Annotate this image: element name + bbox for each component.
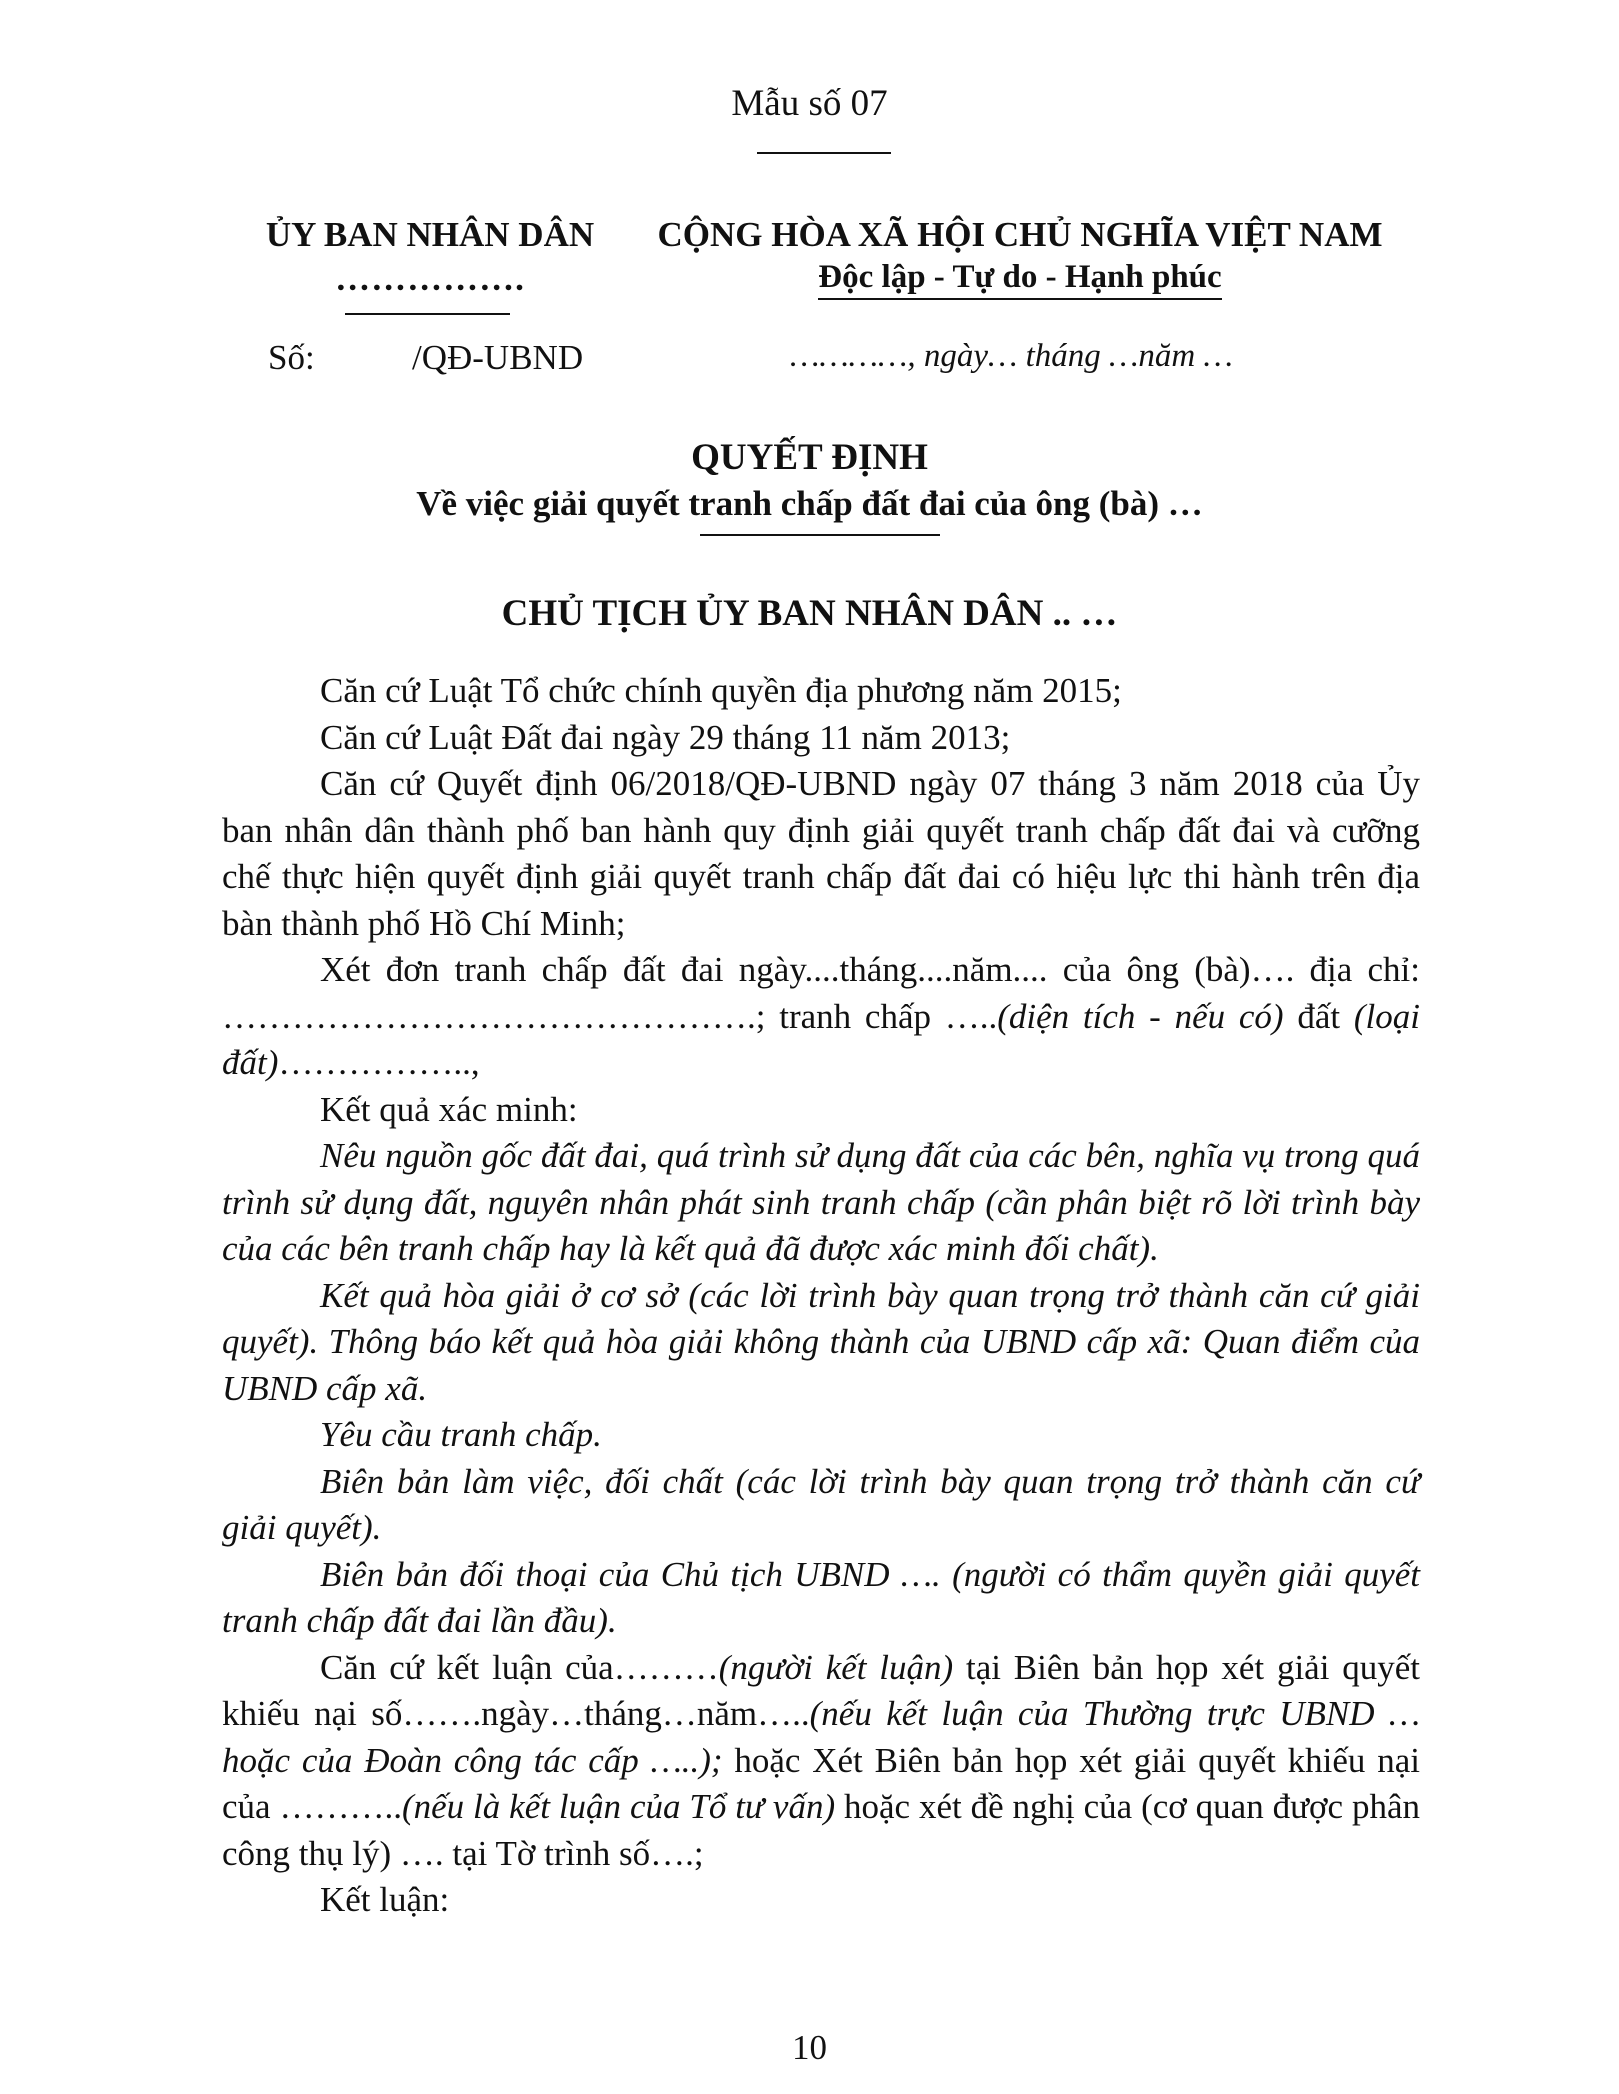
petition-land-label: đất — [1283, 996, 1354, 1036]
decision-subtitle: Về việc giải quyết tranh chấp đất đai của ông (bà) … — [416, 484, 1203, 523]
page-number: 10 — [792, 2028, 827, 2067]
document-body — [222, 668, 1420, 1924]
paragraph-dialogue-minutes: Biên bản đối thoại của Chủ tịch UBND …. (người có thẩm quyền giải quyết tranh chấp đất đai lần đầu). — [222, 1554, 1420, 1640]
chairman-heading: CHỦ TỊCH ỦY BAN NHÂN DÂN .. … — [501, 593, 1118, 634]
form-number: Mẫu số 07 — [731, 83, 888, 124]
conclusion-basis-note-3: (nếu là kết luận của Tổ tư vấn) — [401, 1787, 836, 1826]
conclusion-basis-note-2: (nếu kết luận của Thường trực UBND … hoặc của Đoàn công tác cấp …..); — [222, 1694, 1420, 1780]
conclusion-basis-note-1: (người kết luận) — [718, 1647, 954, 1687]
conclusion-basis-text-2: tại Biên bản họp xét giải quyết khiếu nại số…….ngày…tháng…năm….. — [222, 1647, 1420, 1733]
paragraph-verification-heading: Kết quả xác minh: — [320, 1089, 578, 1129]
paragraph-working-minutes: Biên bản làm việc, đối chất (các lời trình bày quan trọng trở thành căn cứ giải quyết). — [222, 1461, 1420, 1547]
form-number-underline — [757, 152, 891, 154]
petition-area-note: (diện tích - nếu có) — [997, 996, 1284, 1036]
paragraph-dispute-request: Yêu cầu tranh chấp. — [320, 1415, 602, 1454]
conclusion-basis-text-3: hoặc Xét Biên bản họp xét giải quyết khiếu nại của ……….. — [222, 1740, 1420, 1826]
decision-title: QUYẾT ĐỊNH — [691, 437, 928, 478]
paragraph-legal-basis-1: Căn cứ Luật Tổ chức chính quyền địa phương năm 2015; — [320, 671, 1122, 710]
paragraph-legal-basis-2: Căn cứ Luật Đất đai ngày 29 tháng 11 năm 2013; — [320, 717, 1011, 757]
paragraph-verification-origin: Nêu nguồn gốc đất đai, quá trình sử dụng đất của các bên, nghĩa vụ trong quá trình sử dụng đất, nguyên nhân phát sinh tranh chấp (cần phân biệt rõ lời trình bày của các bên tranh chấp hay là kết quả đã được xác minh đối chất). — [222, 1136, 1420, 1268]
republic-block — [640, 215, 1400, 300]
petition-text: Xét đơn tranh chấp đất đai ngày....tháng....năm.... của ông (bà)…. địa chỉ: ……………………………………….; tranh chấp ….. — [222, 950, 1420, 1036]
conclusion-basis-text-1: Căn cứ kết luận của……… — [320, 1647, 719, 1687]
agency-underline — [345, 313, 510, 315]
agency-name: ỦY BAN NHÂN DÂN — [265, 215, 595, 254]
petition-land-type-note: (loại đất) — [222, 996, 1420, 1082]
paragraph-petition — [222, 947, 1420, 1087]
decision-underline — [700, 534, 940, 536]
republic-name: CỘNG HÒA XÃ HỘI CHỦ NGHĨA VIỆT NAM — [657, 215, 1383, 254]
paragraph-mediation-result: Kết quả hòa giải ở cơ sở (các lời trình bày quan trọng trở thành căn cứ giải quyết). Thông báo kết quả hòa giải không thành của UBND cấp xã: Quan điểm của UBND cấp xã. — [222, 1275, 1420, 1408]
paragraph-conclusion-basis — [222, 1645, 1420, 1878]
paragraph-legal-basis-3: Căn cứ Quyết định 06/2018/QĐ-UBND ngày 07 tháng 3 năm 2018 của Ủy ban nhân dân thành phố ban hành quy định giải quyết tranh chấp đất đai và cưỡng chế thực hiện quyết định giải quyết tranh chấp đất đai có hiệu lực thi hành trên địa bàn thành phố Hồ Chí Minh; — [222, 764, 1420, 943]
conclusion-basis-text-4: hoặc xét đề nghị của (cơ quan được phân công thụ lý) …. tại Tờ trình số….; — [222, 1787, 1421, 1873]
national-motto: Độc lập - Tự do - Hạnh phúc — [818, 259, 1221, 300]
agency-block — [230, 215, 630, 299]
document-number: /QĐ-UBND — [412, 338, 584, 377]
paragraph-conclusion-heading: Kết luận: — [320, 1880, 450, 1919]
agency-dots: ……………. — [335, 259, 525, 298]
document-number-label: Số: — [268, 338, 315, 377]
place-date-line: …………, ngày… tháng …năm … — [790, 338, 1233, 374]
petition-dots: …………….., — [278, 1043, 480, 1082]
